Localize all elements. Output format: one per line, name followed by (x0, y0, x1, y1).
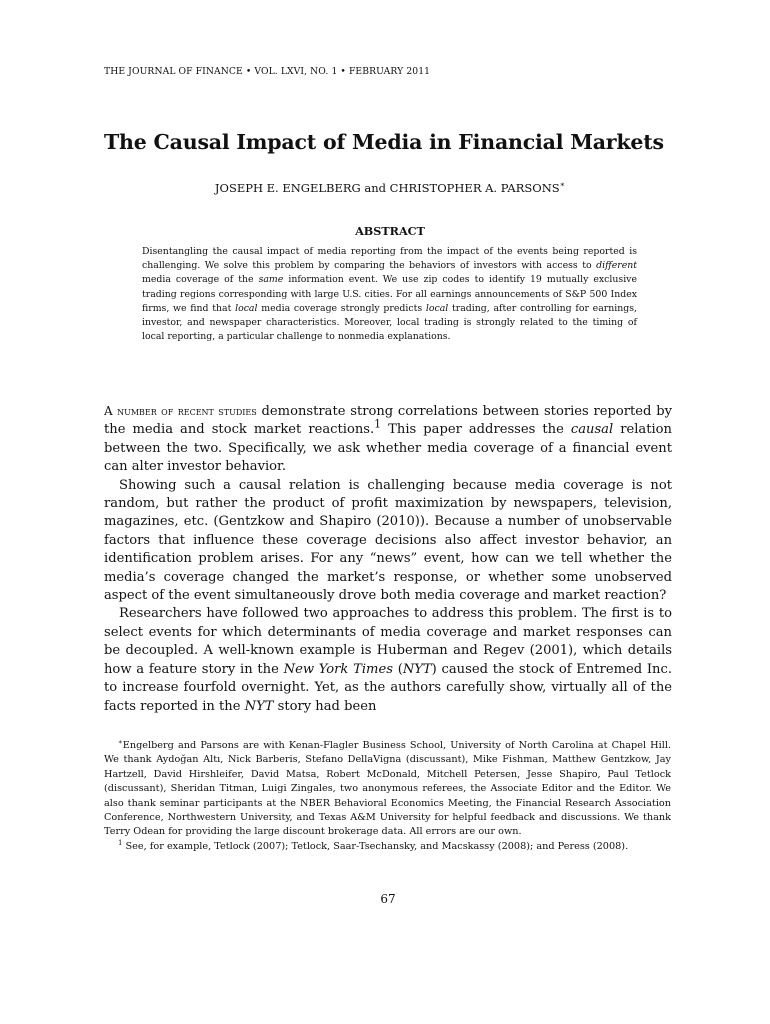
footnote-text: Engelberg and Parsons are with Kenan-Flagler Business School, University of North Carolina at Chapel Hill. We thank Aydoğan Altı, Nick Barberis, Stefano DellaVigna (discussant), Mike Fishman, Matthew Gentzkow, Jay Hartzell, David Hirshleifer, David Matsa, Robert McDonald, Mitchell Petersen, Jesse Shapiro, Paul Tetlock (discussant), Sheridan Titman, Luigi Zingales, two anonymous referees, the Associate Editor and the Editor. We also thank seminar participants at the NBER Behavioral Economics Meeting, the Financial Research Association Conference, Northwestern University, and Texas A&M University for helpful feedback and discussions. We thank Terry Odean for providing the large discount brokerage data. All errors are our own. (104, 740, 671, 838)
abstract-heading: ABSTRACT (355, 224, 425, 238)
author-names: JOSEPH E. ENGELBERG and CHRISTOPHER A. PARSONS (214, 181, 560, 195)
paper-title: The Causal Impact of Media in Financial Markets (104, 130, 664, 154)
body-text-segment: story had been (273, 698, 377, 714)
body-emphasis: causal (570, 422, 614, 438)
body-text-segment: ( (392, 661, 403, 677)
abstract-text-segment: trading, after controlling for earnings, investor, and newspaper characteristics. Moreover, local trading is strongly related to the timing of local reporting, a particular challenge to nonmedia explanations. (142, 302, 637, 343)
abstract-emphasis: local (425, 302, 449, 314)
lead-in-smallcaps: A number of recent studies (104, 404, 257, 418)
author-line (0, 181, 770, 195)
footnote-1 (104, 840, 671, 854)
body-text (104, 402, 672, 716)
abstract-text-segment: Disentangling the causal impact of media reporting from the impact of the events being reported is challenging. We solve this problem by comparing the behaviors of investors with access to (142, 246, 637, 272)
body-text-segment: This paper addresses the (381, 422, 571, 438)
abstract-text-segment: information event. We use zip codes to identify 19 mutually exclusive trading regions corresponding with large U.S. cities. For all earnings announcements of S&P 500 Index firms, we find that (142, 274, 637, 314)
running-head: THE JOURNAL OF FINANCE • VOL. LXVI, NO. 1 • FEBRUARY 2011 (104, 66, 431, 77)
abstract-emphasis: different (596, 260, 637, 272)
body-emphasis: New York Times (283, 661, 393, 677)
author-footnote-mark: ∗ (559, 180, 566, 190)
footnotes (104, 739, 671, 854)
body-paragraph (104, 605, 672, 715)
body-paragraph: Showing such a causal relation is challenging because media coverage is not random, but rather the product of profit maximization by newspapers, television, magazines, etc. (Gentzkow and Shapiro (2010)). Because a number of unobservable factors that influence these coverage decisions also affect investor behavior, an identification problem arises. For any “news” event, how can we tell whether the media’s coverage changed the market’s response, or whether some unobserved aspect of the event simultaneously drove both media coverage and market reaction? (104, 477, 672, 604)
body-text-segment: Researchers have followed two approaches to address this problem. The first is to select events for which determinants of media coverage and market responses can be decoupled. A well-known example is Huberman and Regev (2001), which details how a feature story in the (104, 606, 672, 677)
footnote-text: See, for example, Tetlock (2007); Tetlock, Saar-Tsechansky, and Macskassy (2008); and Peress (2008). (122, 840, 629, 852)
abstract-emphasis: same (258, 274, 284, 286)
abstract-text (142, 245, 637, 344)
footnote-author-affiliation (104, 739, 671, 840)
footnote-mark: 1 (118, 838, 123, 847)
body-text-segment: demonstrate strong correlations between stories reported by the media and stock market reactions. (104, 404, 672, 438)
body-emphasis: NYT (402, 661, 432, 677)
abstract-text-segment: media coverage of the (142, 274, 259, 286)
footnote-reference[interactable]: 1 (374, 418, 382, 432)
abstract-emphasis: local (235, 302, 258, 314)
abstract-text-segment: media coverage strongly predicts (257, 302, 426, 314)
body-emphasis: NYT (244, 698, 274, 714)
body-paragraph (104, 402, 672, 477)
page-number: 67 (380, 892, 396, 906)
body-text-segment: ) caused the stock of Entremed Inc. to increase fourfold overnight. Yet, as the authors carefully show, virtually all of the facts reported in the (104, 661, 672, 714)
footnote-mark: ∗ (118, 737, 123, 746)
body-text-segment: relation between the two. Specifically, we ask whether media coverage of a financial event can alter investor behavior. (104, 422, 672, 475)
